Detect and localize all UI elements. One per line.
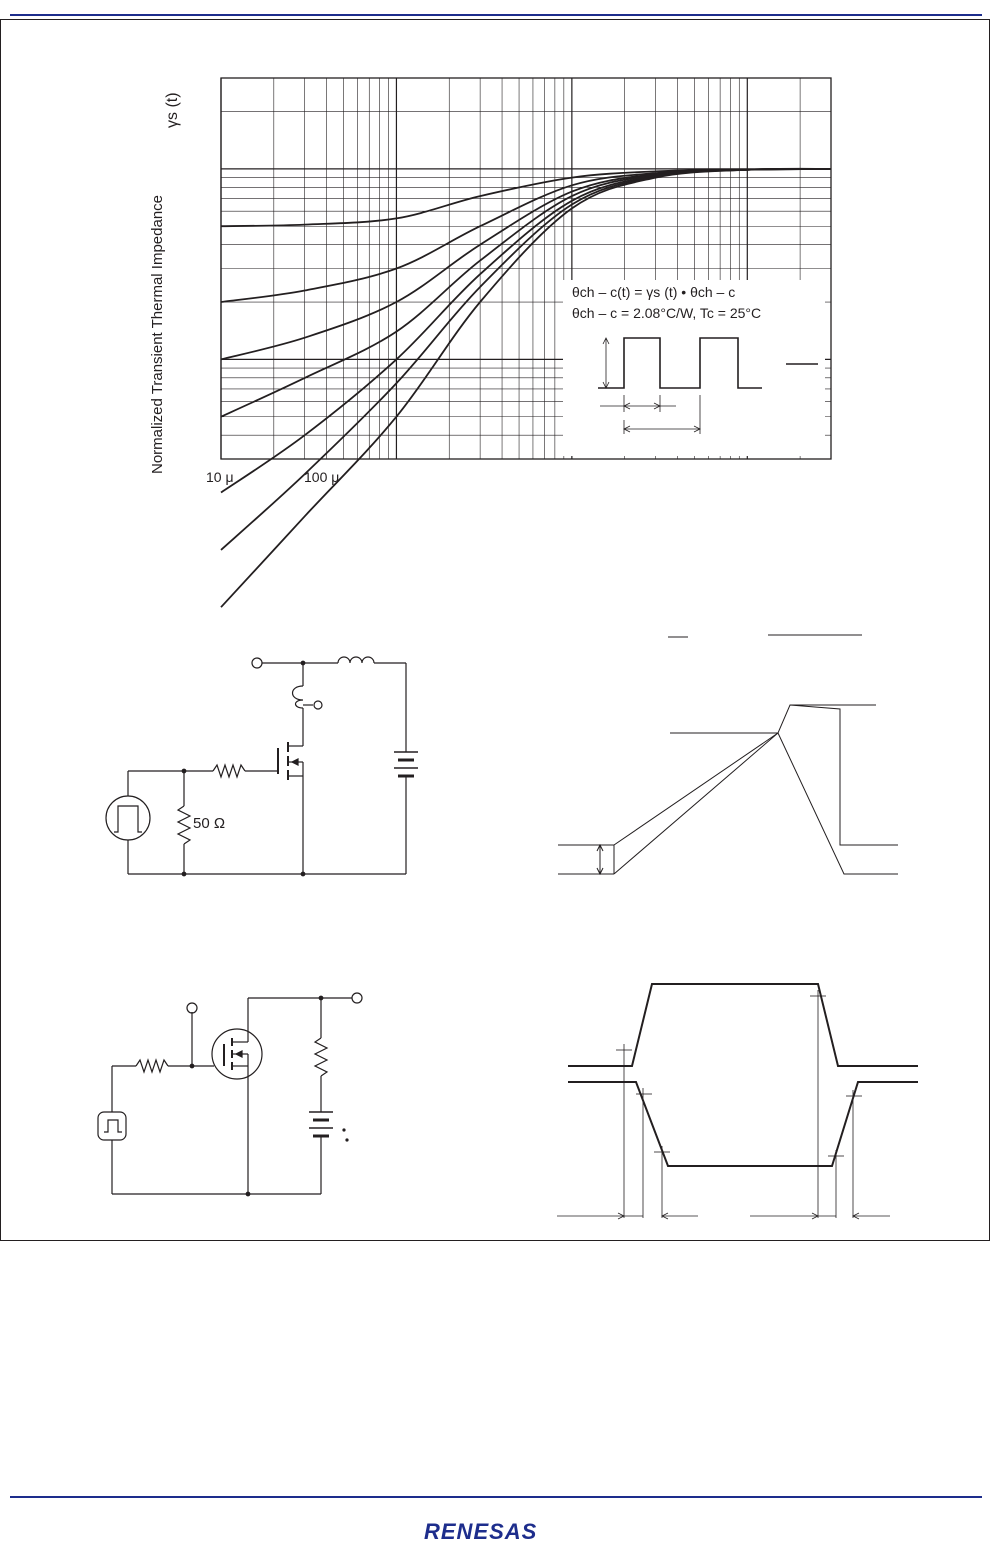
footer-rule xyxy=(10,1496,982,1498)
terminal xyxy=(314,701,322,709)
terminal xyxy=(352,993,362,1003)
avalanche-test-circuit xyxy=(106,657,418,876)
formula-line-1: θch – c(t) = γs (t) • θch – c xyxy=(572,284,736,300)
y-axis-symbol: γs (t) xyxy=(164,92,181,128)
x-tick-label: 10 μ xyxy=(206,469,234,485)
gate-resistor-icon xyxy=(136,1060,168,1072)
switching-test-circuit xyxy=(98,993,362,1196)
gate-resistor-icon xyxy=(213,765,245,777)
svg-text:RENESAS: RENESAS xyxy=(424,1520,538,1542)
resistor-50-icon xyxy=(178,806,190,844)
inductor-icon xyxy=(338,657,374,663)
terminal xyxy=(252,658,262,668)
switching-waveform xyxy=(557,984,918,1219)
x-tick-label: 100 μ xyxy=(304,469,340,485)
thermal-impedance-chart xyxy=(149,78,831,607)
resistor-value-label: 50 Ω xyxy=(193,815,226,832)
mosfet-icon xyxy=(278,740,303,874)
current-probe-icon xyxy=(293,686,304,708)
load-resistor-icon xyxy=(315,1038,327,1076)
renesas-logo xyxy=(422,1520,568,1542)
y-axis-label-group xyxy=(149,195,166,474)
avalanche-waveform xyxy=(558,635,898,874)
pulse-generator-icon xyxy=(98,1112,126,1140)
y-axis-label: Normalized Transient Thermal Impedance xyxy=(149,194,166,474)
pulse-generator-icon xyxy=(106,796,150,840)
terminal xyxy=(187,1003,197,1013)
formula-line-2: θch – c = 2.08°C/W, Tc = 25°C xyxy=(572,305,762,321)
